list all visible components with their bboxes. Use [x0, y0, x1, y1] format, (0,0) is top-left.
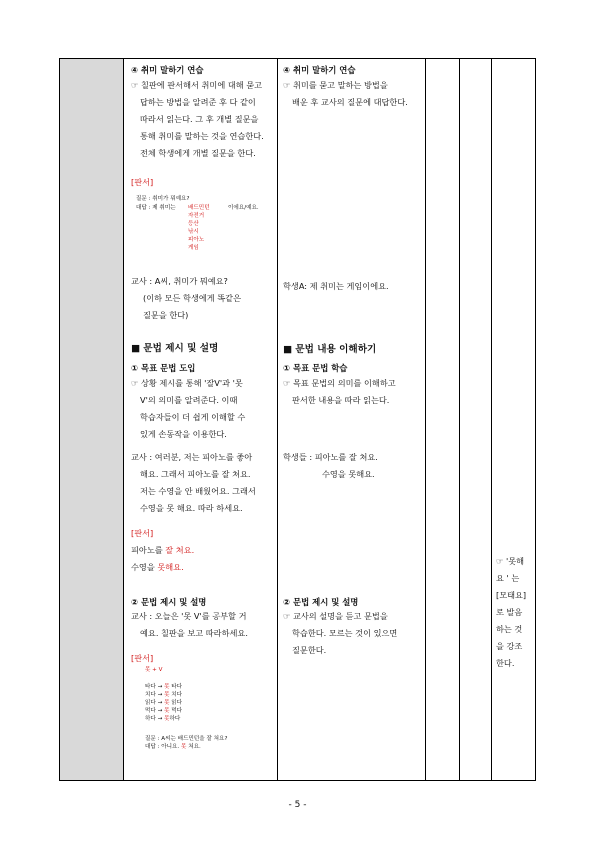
teacher-practice-title: ④ 취미 말하기 연습 [131, 65, 204, 75]
note-line: 로 발음 [496, 607, 523, 617]
teacher-practice-line: 통해 취미를 말하는 것을 연습한다. [140, 131, 264, 141]
teacher-practice-line: ☞ 칠판에 판서해서 취미에 대해 묻고 [131, 80, 263, 90]
grammar-intro-line: V'의 의미를 알려준다. 이때 [140, 395, 238, 405]
board-conjugation: 하다 → 못하다 [145, 716, 181, 722]
student-answer: 학생A: 제 취미는 게임이에요. [283, 281, 389, 291]
board-sentence: 수영을 못해요. [131, 562, 184, 572]
board-answer: 대답 : 아니요. 못 쳐요. [145, 744, 201, 750]
column-divider [277, 58, 278, 781]
board-label: [판서] [131, 177, 154, 187]
note-line: [모태요] [496, 590, 527, 600]
teacher-practice-line: 답하는 방법을 알려준 후 다 같이 [140, 97, 256, 107]
teacher-dialogue-line: 교사 : 오늘은 '못 V'를 공부할 거 [131, 611, 247, 621]
lesson-table [59, 58, 536, 781]
student-practice-line: 배운 후 교사의 질문에 대답한다. [292, 97, 408, 107]
grammar-study-title: ① 목표 문법 학습 [283, 363, 348, 373]
board-option: 피아노 [188, 237, 205, 243]
grammar-intro-title: ① 목표 문법 도입 [131, 363, 196, 373]
board-conjugation: 타다 → 못 타다 [145, 684, 183, 690]
section-heading: ■ 문법 내용 이해하기 [283, 344, 377, 355]
grammar-explain-line: 질문한다. [292, 645, 327, 655]
note-line: 요 ' 는 [496, 573, 520, 583]
note-line: 한다. [496, 658, 515, 668]
teacher-dialogue-line: 수영을 못 해요. 따라 하세요. [140, 503, 243, 513]
board-option: 자전거 [188, 213, 205, 219]
grammar-explain-title: ② 문법 제시 및 설명 [131, 597, 207, 607]
grammar-intro-line: ☞ 상황 제시를 통해 '잘V'과 '못 [131, 378, 243, 388]
note-line: 하는 것 [496, 624, 523, 634]
student-practice-line: ☞ 취미를 묻고 말하는 방법을 [283, 80, 388, 90]
board-answer-prefix: 대답 : 제 취미는 [136, 205, 176, 211]
grammar-explain-line: 학습한다. 모르는 것이 있으면 [292, 628, 398, 638]
board-label: [판서] [131, 528, 154, 538]
teacher-dialogue-line: 질문을 한다) [143, 310, 189, 320]
grammar-intro-line: 학습자들이 더 쉽게 이해할 수 [140, 412, 246, 422]
board-conjugation: 먹다 → 못 먹다 [145, 708, 183, 714]
board-option: 낚시 [188, 229, 199, 235]
teacher-dialogue-line: 교사 : 여러분, 저는 피아노를 좋아 [131, 452, 253, 462]
board-conjugation: 읽다 → 못 읽다 [145, 700, 183, 706]
grammar-study-line: 판서한 내용을 따라 읽는다. [292, 395, 390, 405]
board-formula: 못 + V [145, 667, 163, 673]
students-dialogue-line: 수영을 못해요. [322, 469, 375, 479]
grammar-intro-line: 있게 손동작을 이용한다. [140, 429, 227, 439]
board-question: 질문 : A씨는 배드민턴을 잘 쳐요? [145, 736, 228, 742]
teacher-practice-line: 따라서 읽는다. 그 후 개별 질문을 [140, 114, 259, 124]
grammar-study-line: ☞ 목표 문법의 의미를 이해하고 [283, 378, 396, 388]
board-option: 배드민턴 [188, 205, 210, 211]
teacher-dialogue-line: (이하 모든 학생에게 똑같은 [143, 293, 242, 303]
board-question: 질문 : 취미가 뭐예요? [136, 196, 190, 202]
note-line: 을 강조 [496, 641, 523, 651]
teacher-dialogue-line: 해요. 그래서 피아노를 잘 쳐요. [140, 469, 251, 479]
grammar-explain-title: ② 문법 제시 및 설명 [283, 597, 359, 607]
page-number: - 5 - [288, 800, 307, 810]
board-conjugation: 치다 → 못 치다 [145, 692, 183, 698]
column-divider [491, 58, 492, 781]
teacher-dialogue-line: 저는 수영을 안 배웠어요. 그래서 [140, 486, 256, 496]
note-line: ☞ '못해 [496, 556, 525, 566]
column-divider [425, 58, 426, 781]
section-heading: ■ 문법 제시 및 설명 [131, 343, 219, 354]
student-practice-title: ④ 취미 말하기 연습 [283, 65, 356, 75]
board-answer-suffix: 이에요/예요. [228, 205, 259, 211]
grammar-explain-line: ☞ 교사의 설명을 듣고 문법을 [283, 611, 388, 621]
students-dialogue-line: 학생들 : 피아노를 잘 쳐요. [283, 452, 378, 462]
board-option: 등산 [188, 221, 199, 227]
teacher-dialogue-line: 예요. 칠판을 보고 따라하세요. [140, 628, 248, 638]
teacher-dialogue-line: 교사 : A씨, 취미가 뭐예요? [131, 276, 228, 286]
board-sentence: 피아노를 잘 쳐요. [131, 545, 195, 555]
column-divider [123, 58, 124, 781]
teacher-practice-line: 전체 학생에게 개별 질문을 한다. [140, 148, 256, 158]
board-label: [판서] [131, 653, 154, 663]
board-option: 게임 [188, 245, 199, 251]
column-divider [459, 58, 460, 781]
